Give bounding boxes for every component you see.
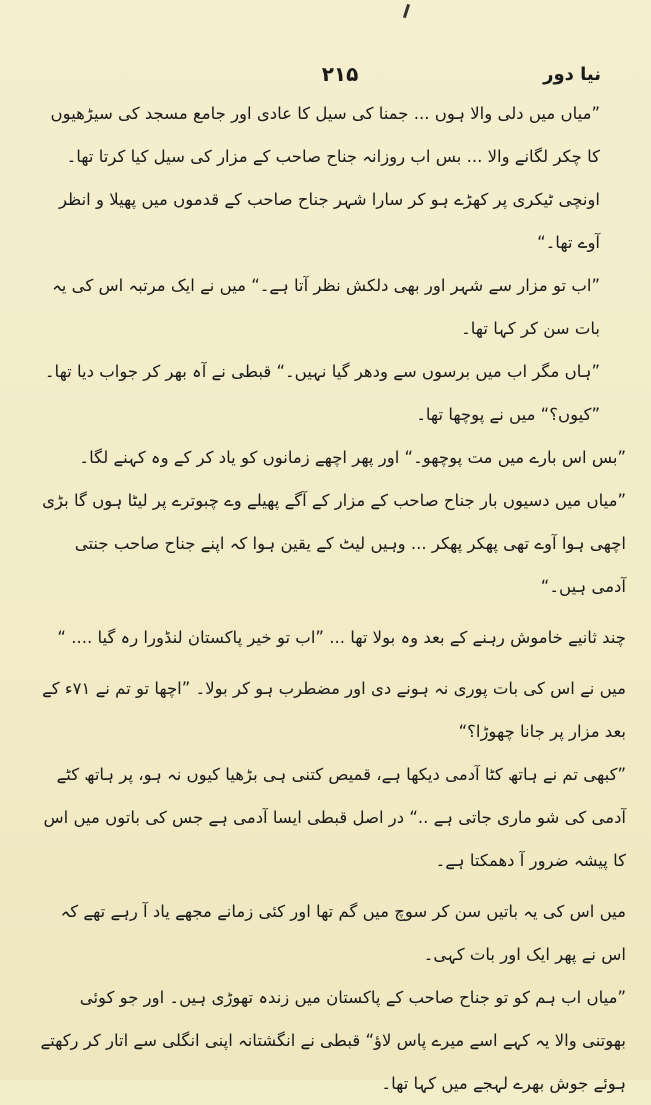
paragraph: میں اس کی یہ باتیں سن کر سوچ میں گم تھا اور کئی زمانے مجھے یاد آ رہے تھے کہ اس نے پھر ایک اور بات کہی۔ (60, 902, 626, 964)
page-header (0, 62, 651, 92)
paragraph: ”کبھی تم نے ہاتھ کٹا آدمی دیکھا ہے، قمیص کتنی ہی بڑھیا کیوں نہ ہو، پر ہاتھ کٹے آدمی کی شو ماری جاتی ہے ..“ در اصل قبطی ایسا آدمی ہے جس کی باتوں میں اس کا پیشہ ضرور آ دھمکتا ہے۔ (43, 765, 626, 870)
paragraph: ”ہاں مگر اب میں برسوں سے ودھر گیا نہیں۔“ قبطی نے آہ بھر کر جواب دیا تھا۔ (44, 362, 600, 381)
paragraph: ”اب تو مزار سے شہر اور بھی دلکش نظر آتا ہے۔“ میں نے ایک مرتبہ اس کی یہ بات سن کر کہا تھا۔ (52, 276, 600, 338)
paragraph: ”میاں میں دلی والا ہوں ... جمنا کی سیل کا عادی اور جامع مسجد کی سیڑھیوں کا چکر لگانے والا ... بس اب روزانہ جناح صاحب کے مزار کی سیل کیا کرتا تھا۔ اونچی ٹیکری پر کھڑے ہو کر سارا شہر جناح صاحب کے قدموں میں پھیلا و انظر آوے تھا۔“ (50, 104, 600, 252)
page-body (40, 92, 626, 1105)
page-number: ۲۱۵ (321, 62, 359, 86)
paragraph: ”میاں میں دسیوں بار جناح صاحب کے مزار کے آگے پھیلے وے چبوترے پر لیٹا ہوں گا بڑی اچھی ہوا آوے تھی پھکر پھکر ... وہیں لیٹ کے یقین ہوا کہ اپنے جناح صاحب جنتی آدمی ہیں۔“ (42, 491, 626, 596)
running-head: نیا دور (543, 64, 601, 85)
paragraph: چند ثانیے خاموش رہنے کے بعد وہ بولا تھا ... ”اب تو خیر پاکستان لنڈورا رہ گیا .... “ (57, 628, 626, 647)
paragraph: میں نے اس کی بات پوری نہ ہونے دی اور مضطرب ہو کر بولا۔ ”اچھا تو تم نے ۷۱ء کے بعد مزار پر جانا چھوڑا؟“ (42, 679, 626, 741)
paragraph: ”میاں اب ہم کو تو جناح صاحب کے پاکستان میں زندہ تھوڑی ہیں۔ اور جو کوئی بھوتنی والا یہ کہے اسے میرے پاس لاؤ“ قبطی نے انگشتانہ اپنی انگلی سے اتار کر رکھتے ہوئے جوش بھرے لہجے میں کہا تھا۔ (40, 988, 626, 1093)
paragraph: ”بس اس بارے میں مت پوچھو۔“ اور پھر اچھے زمانوں کو یاد کر کے وہ کہنے لگا۔ (79, 448, 626, 467)
paragraph: ”کیوں؟“ میں نے پوچھا تھا۔ (416, 405, 600, 424)
ink-mark (403, 4, 410, 18)
